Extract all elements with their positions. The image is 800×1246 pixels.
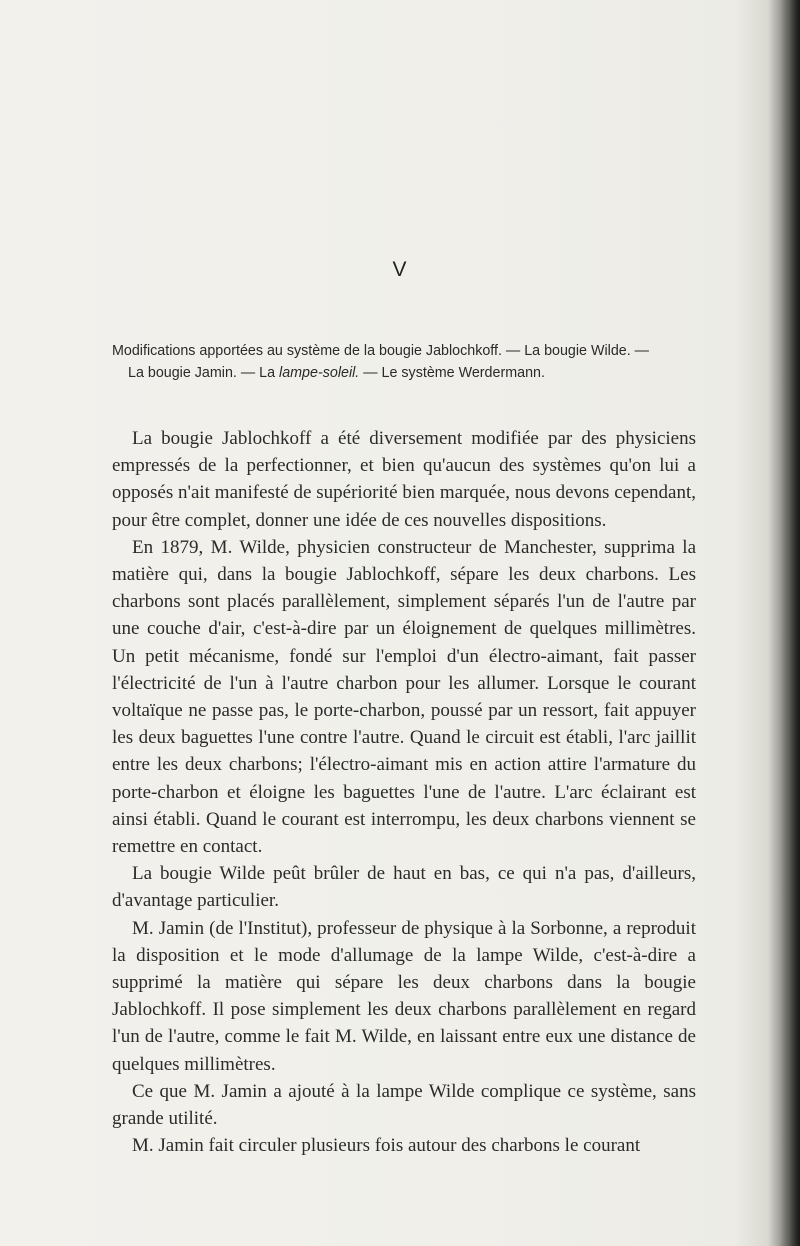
- body-text: [112, 425, 696, 1159]
- summary-line-2-end: — Le système Werdermann.: [359, 365, 545, 381]
- paragraph: En 1879, M. Wilde, physicien constructeur de Manchester, supprima la matière qui, dans la bougie Jablochkoff, sépare les deux charbons. Les charbons sont placés parallèlement, simplement séparés l'un de l'autre par une couche d'air, c'est-à-dire par un éloignement de quelques millimètres. Un petit mécanisme, fondé sur l'emploi d'un électro-aimant, fait passer l'électricité de l'un à l'autre charbon pour les allumer. Lorsque le courant voltaïque ne passe pas, le porte-charbon, poussé par un ressort, fait appuyer les deux baguettes l'une contre l'autre. Quand le circuit est établi, l'arc jaillit entre les deux charbons; l'électro-aimant mis en action attire l'armature du porte-charbon et éloigne les baguettes l'une de l'autre. L'arc éclairant est ainsi établi. Quand le courant est interrompu, les deux charbons viennent se remettre en contact.: [112, 536, 696, 858]
- paragraph: La bougie Jablochkoff a été diversement modifiée par des physiciens empressés de la perfectionner, et bien qu'aucun des systèmes qu'on lui a opposés n'ait manifesté de supériorité bien marquée, nous devons cependant, pour être complet, donner une idée de ces nouvelles dispositions.: [112, 428, 696, 531]
- page-edge-shadow: [780, 0, 800, 1246]
- paragraph: La bougie Wilde peût brûler de haut en bas, ce qui n'a pas, d'ailleurs, d'avantage particulier.: [112, 863, 696, 912]
- summary-line-2: [112, 362, 712, 384]
- summary-line-2-italic: lampe-soleil.: [279, 365, 360, 381]
- summary-line-1: Modifications apportées au système de la bougie Jablochkoff. — La bougie Wilde. —: [112, 343, 649, 359]
- chapter-summary: [112, 340, 712, 384]
- paragraph: Ce que M. Jamin a ajouté à la lampe Wilde complique ce système, sans grande utilité.: [112, 1080, 696, 1130]
- paragraph: M. Jamin fait circuler plusieurs fois autour des charbons le courant: [132, 1135, 641, 1157]
- chapter-number: V: [392, 258, 408, 281]
- summary-line-2-start: La bougie Jamin. — La: [128, 365, 280, 381]
- paragraph: M. Jamin (de l'Institut), professeur de physique à la Sorbonne, a reproduit la disposition et le mode d'allumage de la lampe Wilde, c'est-à-dire a supprimé la matière qui sépare les deux charbons dans la bougie Jablochkoff. Il pose simplement les deux charbons parallèlement en regard l'un de l'autre, comme le fait M. Wilde, en laissant entre eux une distance de quelques millimètres.: [112, 917, 696, 1075]
